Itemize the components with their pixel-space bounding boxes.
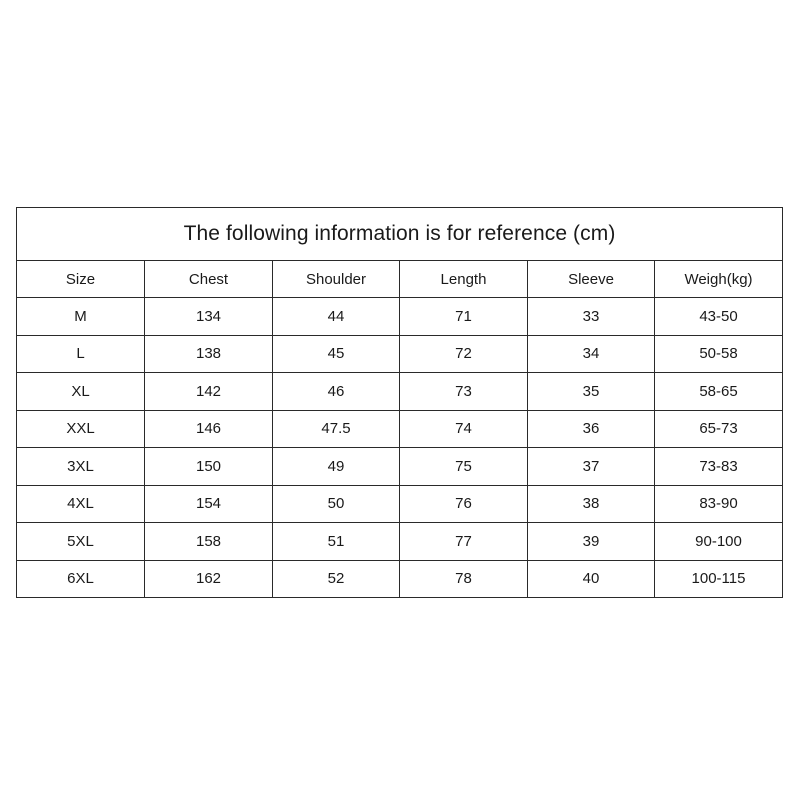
cell-shoulder: 47.5 [273, 410, 400, 448]
cell-length: 71 [400, 298, 528, 336]
table-row [17, 560, 783, 598]
cell-weight: 83-90 [655, 485, 783, 523]
cell-size: M [17, 298, 145, 336]
cell-weight: 73-83 [655, 448, 783, 486]
column-header-chest: Chest [145, 261, 273, 298]
cell-sleeve: 35 [528, 373, 655, 411]
cell-weight: 65-73 [655, 410, 783, 448]
column-header-weight: Weigh(kg) [655, 261, 783, 298]
table-row [17, 335, 783, 373]
cell-size: 5XL [17, 523, 145, 561]
cell-length: 73 [400, 373, 528, 411]
cell-chest: 158 [145, 523, 273, 561]
cell-weight: 43-50 [655, 298, 783, 336]
cell-shoulder: 45 [273, 335, 400, 373]
cell-chest: 150 [145, 448, 273, 486]
cell-size: XL [17, 373, 145, 411]
table-row [17, 373, 783, 411]
table-title: The following information is for reference (cm) [17, 208, 783, 261]
cell-size: 3XL [17, 448, 145, 486]
table-row [17, 298, 783, 336]
cell-length: 75 [400, 448, 528, 486]
cell-sleeve: 33 [528, 298, 655, 336]
cell-size: XXL [17, 410, 145, 448]
cell-sleeve: 37 [528, 448, 655, 486]
cell-sleeve: 36 [528, 410, 655, 448]
column-header-length: Length [400, 261, 528, 298]
cell-shoulder: 44 [273, 298, 400, 336]
column-header-sleeve: Sleeve [528, 261, 655, 298]
cell-length: 78 [400, 560, 528, 598]
cell-sleeve: 39 [528, 523, 655, 561]
cell-sleeve: 38 [528, 485, 655, 523]
title-row [17, 208, 783, 261]
header-row [17, 261, 783, 298]
column-header-shoulder: Shoulder [273, 261, 400, 298]
cell-shoulder: 50 [273, 485, 400, 523]
cell-chest: 138 [145, 335, 273, 373]
cell-size: L [17, 335, 145, 373]
cell-chest: 162 [145, 560, 273, 598]
table-row [17, 485, 783, 523]
cell-shoulder: 52 [273, 560, 400, 598]
column-header-size: Size [17, 261, 145, 298]
table-row [17, 448, 783, 486]
cell-sleeve: 40 [528, 560, 655, 598]
cell-length: 77 [400, 523, 528, 561]
cell-sleeve: 34 [528, 335, 655, 373]
table-row [17, 410, 783, 448]
cell-chest: 146 [145, 410, 273, 448]
cell-weight: 50-58 [655, 335, 783, 373]
cell-chest: 142 [145, 373, 273, 411]
cell-weight: 58-65 [655, 373, 783, 411]
cell-weight: 90-100 [655, 523, 783, 561]
table-body [17, 298, 783, 598]
cell-length: 76 [400, 485, 528, 523]
size-chart-table [16, 207, 783, 598]
cell-shoulder: 46 [273, 373, 400, 411]
cell-shoulder: 49 [273, 448, 400, 486]
table-row [17, 523, 783, 561]
cell-size: 4XL [17, 485, 145, 523]
cell-size: 6XL [17, 560, 145, 598]
cell-chest: 134 [145, 298, 273, 336]
cell-shoulder: 51 [273, 523, 400, 561]
cell-length: 74 [400, 410, 528, 448]
cell-weight: 100-115 [655, 560, 783, 598]
cell-length: 72 [400, 335, 528, 373]
cell-chest: 154 [145, 485, 273, 523]
